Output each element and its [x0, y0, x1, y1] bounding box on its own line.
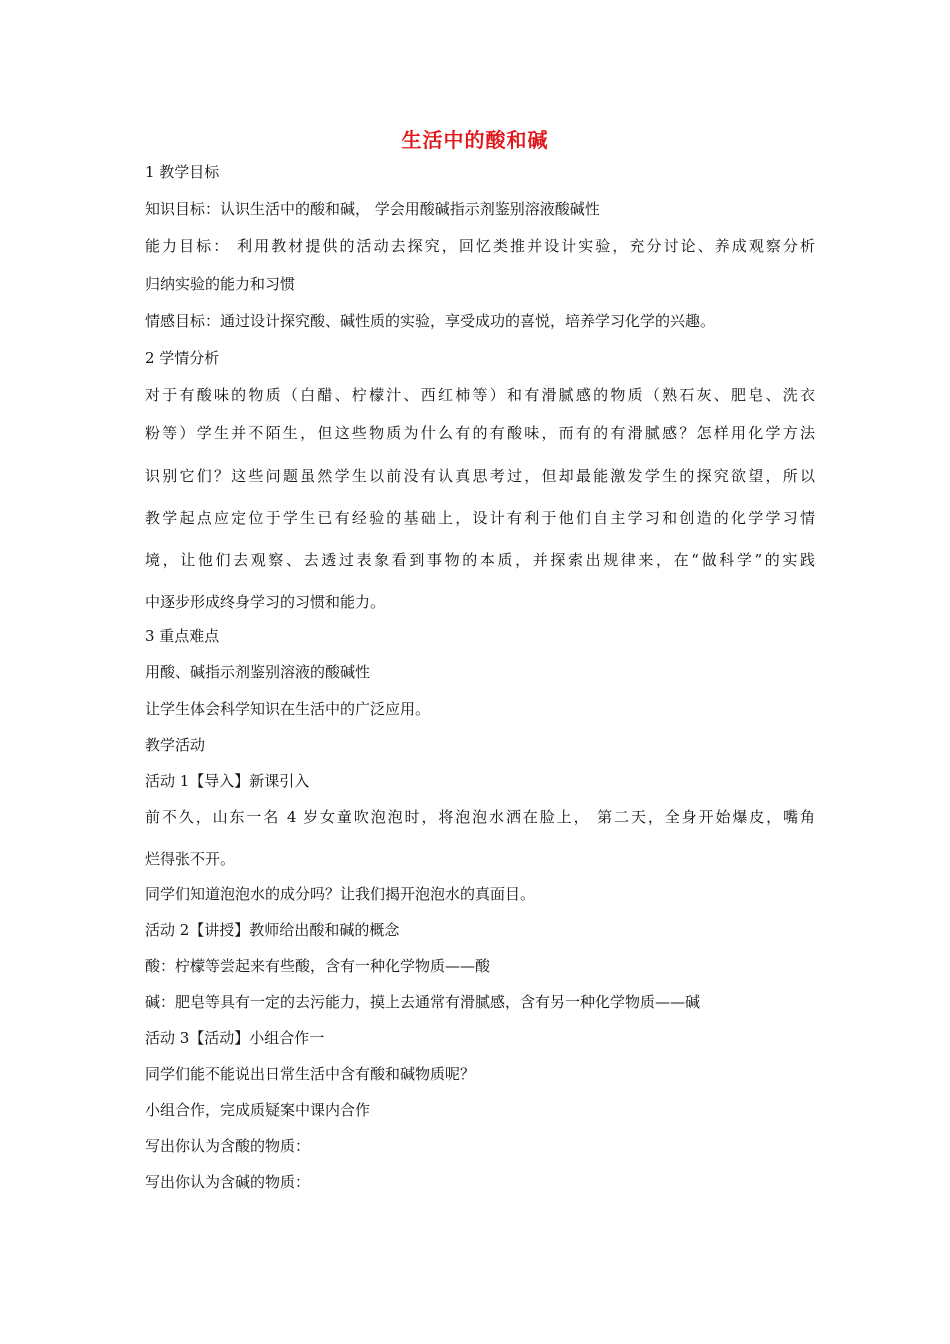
activity-3-task: 小组合作，完成质疑案中课内合作 — [145, 1101, 371, 1119]
base-definition: 碱：肥皂等具有一定的去污能力，摸上去通常有滑腻感，含有另一种化学物质——碱 — [145, 993, 701, 1011]
analysis-line-1: 对于有酸味的物质（白醋、柠檬汁、西红柿等）和有滑腻感的物质（熟石灰、肥皂、洗衣 — [145, 386, 815, 404]
heading-teaching-goals: 1 教学目标 — [145, 163, 220, 181]
acid-definition: 酸：柠檬等尝起来有些酸，含有一种化学物质——酸 — [145, 957, 491, 975]
knowledge-goal: 知识目标：认识生活中的酸和碱， 学会用酸碱指示剂鉴别溶液酸碱性 — [145, 200, 600, 218]
heading-activities: 教学活动 — [145, 736, 206, 754]
analysis-line-6: 中逐步形成终身学习的习惯和能力。 — [145, 593, 386, 611]
document-title: 生活中的酸和碱 — [401, 128, 549, 152]
heading-student-analysis: 2 学情分析 — [145, 349, 220, 367]
analysis-line-2: 粉等）学生并不陌生，但这些物质为什么有的有酸味，而有的有滑腻感？怎样用化学方法 — [145, 424, 815, 442]
key-point-2: 让学生体会科学知识在生活中的广泛应用。 — [145, 700, 431, 718]
heading-key-points: 3 重点难点 — [145, 627, 220, 645]
activity-1-question: 同学们知道泡泡水的成分吗？让我们揭开泡泡水的真面目。 — [145, 885, 536, 903]
acid-substances-prompt: 写出你认为含酸的物质： — [145, 1137, 311, 1155]
activity-1-heading: 活动 1【导入】新课引入 — [145, 772, 310, 790]
analysis-line-4: 教学起点应定位于学生已有经验的基础上，设计有利于他们自主学习和创造的化学学习情 — [145, 509, 815, 527]
activity-3-heading: 活动 3【活动】小组合作一 — [145, 1029, 325, 1047]
emotion-goal: 情感目标：通过设计探究酸、碱性质的实验，享受成功的喜悦，培养学习化学的兴趣。 — [145, 312, 716, 330]
ability-goal-line-1: 能力目标： 利用教材提供的活动去探究，回忆类推并设计实验，充分讨论、养成观察分析 — [145, 237, 815, 255]
analysis-line-3: 识别它们？这些问题虽然学生以前没有认真思考过，但却最能激发学生的探究欲望，所以 — [145, 467, 815, 485]
base-substances-prompt: 写出你认为含碱的物质： — [145, 1173, 311, 1191]
activity-1-text-line-2: 烂得张不开。 — [145, 850, 236, 868]
activity-1-text-line-1: 前不久，山东一名 4 岁女童吹泡泡时，将泡泡水洒在脸上， 第二天，全身开始爆皮，嘴角 — [145, 808, 815, 826]
key-point-1: 用酸、碱指示剂鉴别溶液的酸碱性 — [145, 663, 371, 681]
analysis-line-5: 境，让他们去观察、去透过表象看到事物的本质，并探索出规律来，在“做科学”的实践 — [145, 551, 815, 569]
ability-goal-line-2: 归纳实验的能力和习惯 — [145, 275, 296, 293]
activity-2-heading: 活动 2【讲授】教师给出酸和碱的概念 — [145, 921, 400, 939]
activity-3-question: 同学们能不能说出日常生活中含有酸和碱物质呢？ — [145, 1065, 476, 1083]
